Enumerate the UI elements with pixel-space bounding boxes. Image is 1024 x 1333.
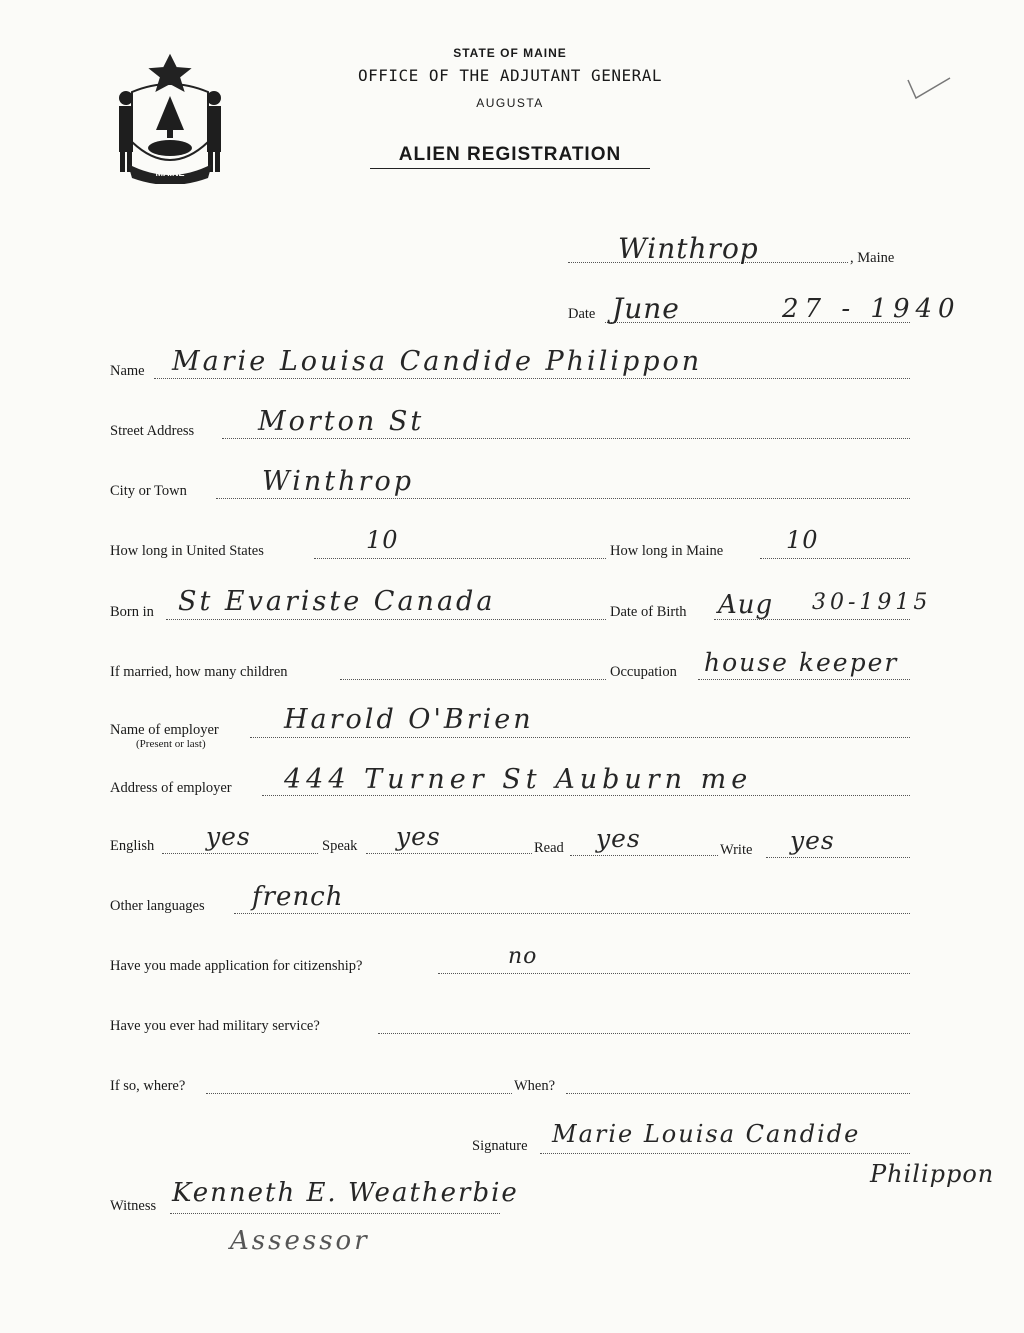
when-line bbox=[566, 1093, 910, 1094]
occupation-label: Occupation bbox=[610, 664, 677, 680]
header-city: AUGUSTA bbox=[476, 96, 544, 110]
english-label: English bbox=[110, 838, 155, 854]
speak-label: Speak bbox=[322, 838, 358, 854]
witness-label: Witness bbox=[110, 1198, 157, 1214]
employer-label: Name of employer bbox=[110, 722, 219, 738]
header-state: STATE OF MAINE bbox=[453, 46, 567, 60]
name-line bbox=[154, 378, 910, 379]
date-label: Date bbox=[568, 306, 596, 322]
dob-month: Aug bbox=[718, 590, 774, 620]
signature-value-line1: Marie Louisa Candide bbox=[552, 1120, 861, 1148]
employer-value: Harold O'Brien bbox=[284, 704, 534, 735]
other-languages-line bbox=[234, 913, 910, 914]
military-line bbox=[378, 1033, 910, 1034]
maine-label: , Maine bbox=[850, 250, 895, 266]
write-value: yes bbox=[790, 826, 835, 855]
read-line bbox=[570, 855, 718, 856]
form-title: ALIEN REGISTRATION bbox=[398, 144, 622, 165]
born-in-label: Born in bbox=[110, 604, 154, 620]
where-line bbox=[206, 1093, 512, 1094]
how-long-us-label: How long in United States bbox=[110, 543, 264, 559]
born-in-value: St Evariste Canada bbox=[178, 586, 496, 617]
children-line bbox=[340, 679, 606, 680]
speak-value: yes bbox=[396, 822, 441, 851]
other-languages-value: french bbox=[252, 882, 344, 912]
citizenship-value: no bbox=[508, 944, 538, 969]
maine-state-seal-icon bbox=[110, 52, 230, 184]
dob-rest: 30-1915 bbox=[812, 590, 932, 615]
how-long-maine-label: How long in Maine bbox=[610, 543, 724, 559]
write-line bbox=[766, 857, 910, 858]
military-label: Have you ever had military service? bbox=[110, 1018, 320, 1034]
born-in-line bbox=[166, 619, 606, 620]
town-value: Winthrop bbox=[618, 232, 759, 265]
signature-line bbox=[540, 1153, 910, 1154]
how-long-maine-line bbox=[760, 558, 910, 559]
date-month: June bbox=[612, 292, 680, 325]
speak-line bbox=[366, 853, 532, 854]
citizenship-label: Have you made application for citizenship? bbox=[110, 958, 363, 974]
citizenship-line bbox=[438, 973, 910, 974]
name-label: Name bbox=[110, 363, 145, 379]
street-line bbox=[222, 438, 910, 439]
signature-value-line2: Philippon bbox=[870, 1160, 995, 1188]
witness-line bbox=[170, 1213, 500, 1214]
read-label: Read bbox=[534, 840, 564, 856]
name-value: Marie Louisa Candide Philippon bbox=[172, 346, 703, 377]
svg-text:MAINE: MAINE bbox=[155, 168, 185, 178]
when-label: When? bbox=[514, 1078, 556, 1094]
employer-sub-label: (Present or last) bbox=[136, 738, 206, 750]
how-long-us-value: 10 bbox=[366, 526, 399, 554]
children-label: If married, how many children bbox=[110, 664, 288, 680]
witness-value: Kenneth E. Weatherbie bbox=[172, 1178, 519, 1208]
where-label: If so, where? bbox=[110, 1078, 186, 1094]
employer-address-line bbox=[262, 795, 910, 796]
city-value: Winthrop bbox=[262, 466, 414, 497]
street-value: Morton St bbox=[258, 406, 425, 437]
header-office: OFFICE OF THE ADJUTANT GENERAL bbox=[358, 66, 662, 85]
occupation-value: house keeper bbox=[704, 648, 899, 677]
other-languages-label: Other languages bbox=[110, 898, 205, 914]
date-day-year: 27 - 1940 bbox=[782, 294, 961, 324]
employer-line bbox=[250, 737, 910, 738]
english-value: yes bbox=[206, 822, 251, 851]
english-line bbox=[162, 853, 318, 854]
witness-title: Assessor bbox=[230, 1226, 370, 1256]
occupation-line bbox=[698, 679, 910, 680]
title-underline bbox=[370, 168, 650, 169]
street-label: Street Address bbox=[110, 423, 195, 439]
how-long-maine-value: 10 bbox=[786, 526, 819, 554]
employer-address-label: Address of employer bbox=[110, 780, 232, 796]
dob-label: Date of Birth bbox=[610, 604, 687, 620]
read-value: yes bbox=[596, 824, 641, 853]
employer-address-value: 444 Turner St Auburn me bbox=[284, 764, 753, 795]
city-line bbox=[216, 498, 910, 499]
city-label: City or Town bbox=[110, 483, 187, 499]
checkmark-icon bbox=[904, 76, 954, 102]
signature-label: Signature bbox=[472, 1138, 528, 1154]
write-label: Write bbox=[720, 842, 753, 858]
how-long-us-line bbox=[314, 558, 606, 559]
